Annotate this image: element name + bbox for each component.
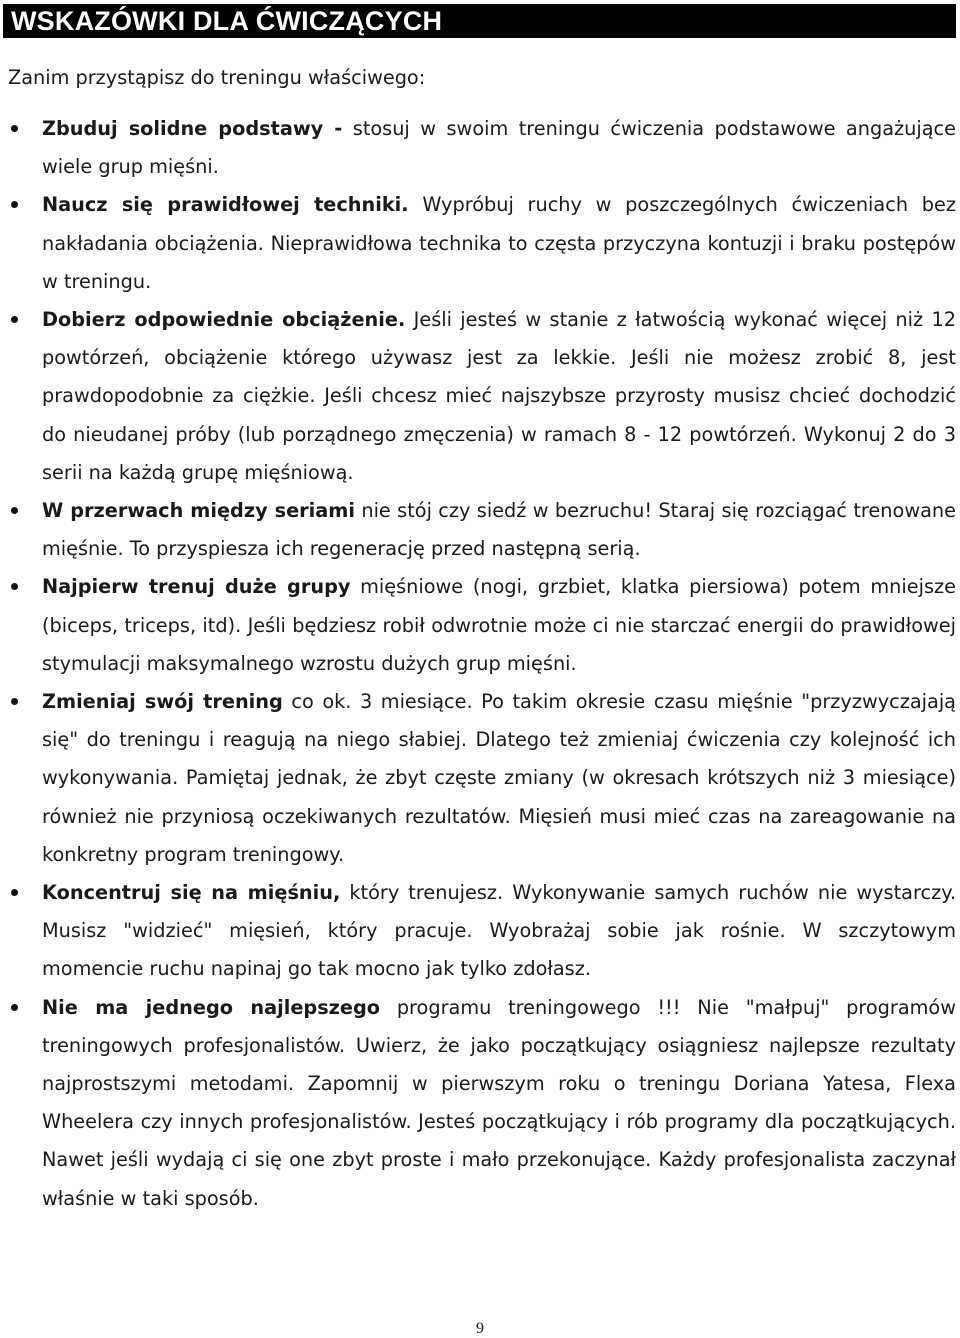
tip-text: który trenujesz. Wykonywanie samych ruchów nie wystarczy. Musisz "widzieć" mięsień, który pracuje. Wyobrażaj sobie jak rośnie. W szczytowym momencie ruchu napinaj go tak mocno jak tylko zdołasz. — [42, 881, 956, 981]
tip-text: Jeśli jesteś w stanie z łatwością wykonać więcej niż 12 powtórzeń, obciążenie którego używasz jest za lekkie. Jeśli nie możesz zrobić 8, jest prawdopodobnie za ciężkie. Jeśli chcesz mieć najszybsze przyrosty musisz chcieć dochodzić do nieudanej próby (lub porządnego zmęczenia) w ramach 8 - 12 powtórzeń. Wykonuj 2 do 3 serii na każdą grupę mięśniową. — [42, 308, 956, 484]
tip-lead: Nie ma jednego najlepszego — [42, 995, 381, 1019]
tip-lead: Zbuduj solidne podstawy - — [42, 117, 343, 140]
list-item — [42, 874, 956, 989]
list-item — [42, 989, 956, 1218]
tip-text: mięśniowe (nogi, grzbiet, klatka piersiowa) potem mniejsze (biceps, triceps, itd). Jeśli będziesz robił odwrotnie może ci nie starczać energii do prawidłowej stymulacji maksymalnego wzrostu dużych grup mięśni. — [42, 575, 956, 675]
bullet-icon — [11, 698, 18, 705]
title-banner — [3, 4, 956, 38]
bullet-icon — [11, 583, 18, 590]
tip-text: nie stój czy siedź w bezruchu! Staraj się rozciągać trenowane mięśnie. To przyspiesza ich regenerację przed następną serią. — [42, 499, 956, 561]
tip-text: programu treningowego !!! Nie "małpuj" programów treningowych profesjonalistów. Uwierz, że jako początkujący osiągniesz najlepsze rezultaty najprostszymi metodami. Zapomnij w pierwszym roku o treningu Doriana Yatesa, Flexa Wheelera czy innych profesjonalistów. Jesteś początkujący i rób programy dla początkujących. Nawet jeśli wydają ci się one zbyt proste i mało przekonujące. Każdy profesjonalista zaczynał właśnie w taki sposób. — [42, 995, 957, 1210]
tip-lead: Dobierz odpowiednie obciążenie. — [42, 308, 406, 332]
bullet-icon — [11, 889, 18, 896]
list-item — [42, 492, 956, 568]
tips-list — [42, 110, 956, 1218]
list-item — [42, 683, 956, 874]
bullet-icon — [11, 201, 18, 208]
tip-lead: Zmieniaj swój trening — [42, 690, 283, 714]
tip-lead: Najpierw trenuj duże grupy — [42, 575, 351, 599]
intro-text: Zanim przystąpisz do treningu właściwego: — [8, 66, 426, 89]
page-number: 9 — [476, 1320, 484, 1337]
tip-lead: Naucz się prawidłowej techniki. — [42, 193, 409, 217]
bullet-icon — [11, 316, 18, 323]
list-item — [42, 301, 956, 492]
tip-lead: W przerwach między seriami — [42, 499, 355, 523]
list-item — [42, 110, 956, 186]
page-title: WSKAZÓWKI DLA ĆWICZĄCYCH — [11, 6, 443, 36]
tip-lead: Koncentruj się na mięśniu, — [42, 881, 341, 905]
bullet-icon — [11, 507, 18, 514]
tip-text: Wypróbuj ruchy w poszczególnych ćwiczeniach bez nakładania obciążenia. Nieprawidłowa technika to częsta przyczyna kontuzji i braku postępów w treningu. — [42, 193, 956, 293]
list-item — [42, 568, 956, 683]
bullet-icon — [11, 1004, 18, 1011]
tip-text: stosuj w swoim treningu ćwiczenia podstawowe angażujące wiele grup mięśni. — [42, 117, 956, 179]
bullet-icon — [11, 125, 18, 132]
tip-text: co ok. 3 miesiące. Po takim okresie czasu mięśnie "przyzwyczajają się" do treningu i reagują na niego słabiej. Dlatego też zmieniaj ćwiczenia czy kolejność ich wykonywania. Pamiętaj jednak, że zbyt częste zmiany (w okresach krótszych niż 3 miesiące) również nie przyniosą oczekiwanych rezultatów. Mięsień musi mieć czas na zareagowanie na konkretny program treningowy. — [42, 690, 957, 866]
list-item — [42, 186, 956, 301]
